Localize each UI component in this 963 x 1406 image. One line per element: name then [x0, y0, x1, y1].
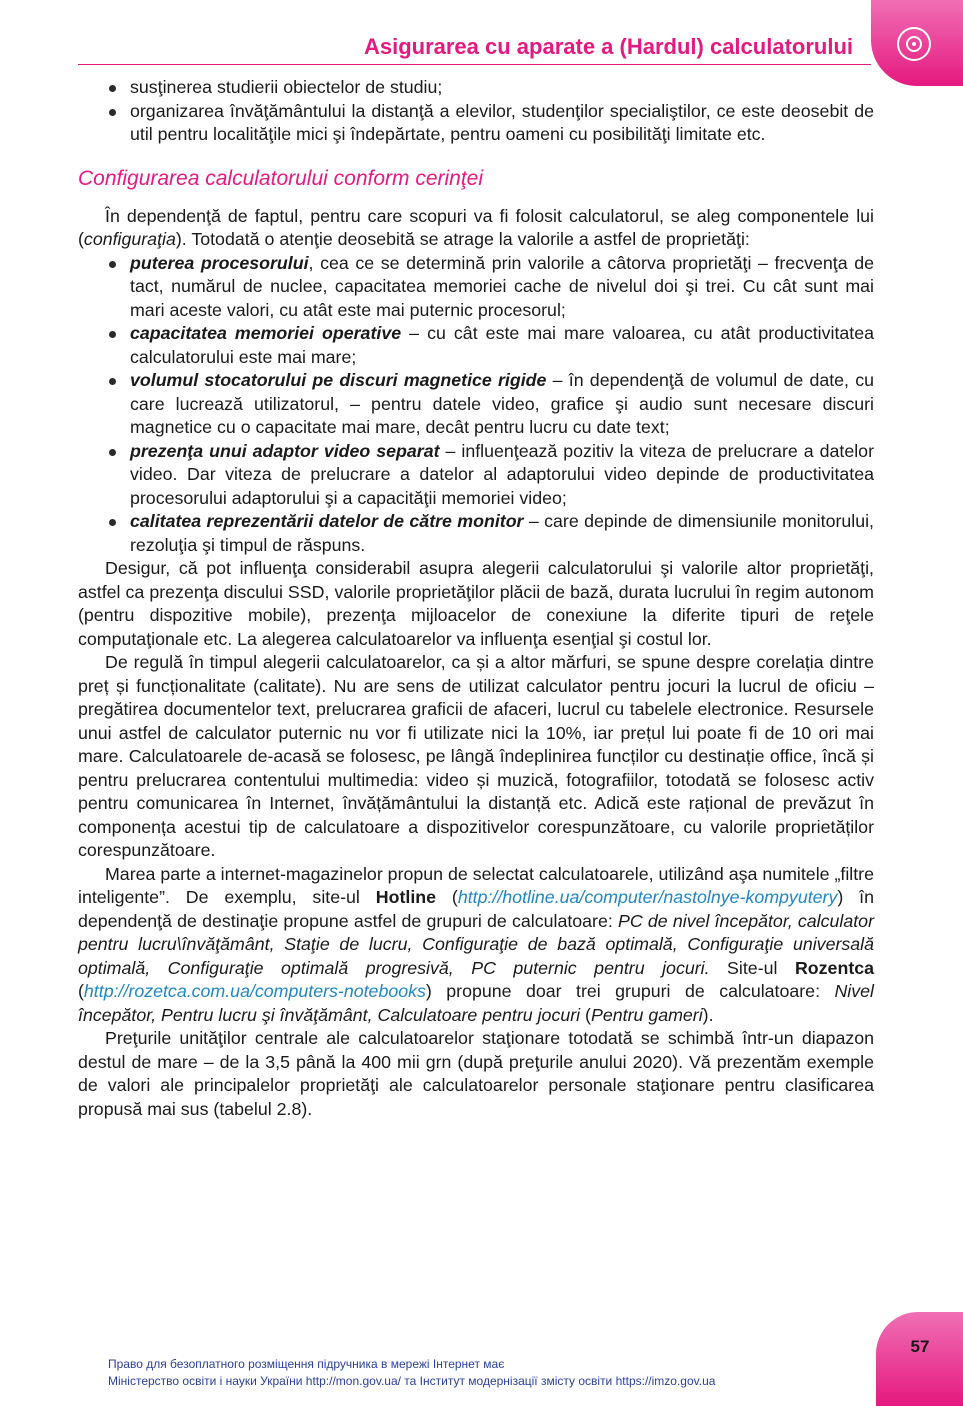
- hotline-name: Hotline: [375, 887, 437, 907]
- property-term: capacitatea memoriei operative: [130, 323, 402, 343]
- property-item: capacitatea memoriei operative – cu cât este mai mare valoarea, cu atât productivitatea calculatorului este mai mare;: [78, 322, 874, 369]
- rozentca-name: Rozentca: [794, 957, 875, 978]
- property-term: puterea procesorului: [130, 252, 309, 273]
- property-item: prezenţa unui adaptor video separat – influenţează pozitiv la viteza de prelucrare a datelor video. Dar viteza de prelucrare a datelor al adaptorului video depinde de productivitatea procesorului adaptorului şi a capacităţii memoriei video;: [78, 440, 874, 511]
- property-item: puterea procesorului, cea ce se determină prin valorile a câtorva proprietăţi – frecvenţa de tact, numărul de nuclee, capacitatea memoriei cache de nivelul doi şi trei. Cu cât sunt mai mari aceste valori, cu atât este mai puternic procesorul;: [78, 252, 874, 323]
- paragraph-configuration: În dependenţă de faptul, pentru care scopuri va fi folosit calculatorul, se aleg componentele lui (configuraţia). Totodată o atenţie deosebită se atrage la valorile a astfel de proprietăţi:: [78, 205, 874, 249]
- property-term: calitatea reprezentării datelor de către monitor: [130, 511, 524, 531]
- paragraph-prices: Preţurile unităţilor centrale ale calculatoarelor staţionare totodată se schimbă într-un diapazon destul de mare – de la 3,5 până la 400 mii grn (după preţurile anului 2020). Vă prezentăm exemple de valori ale principalelor proprietăţi ale calculatoarelor personale staţionare pentru clasificarea propusă mai sus (tabelul 2.8).: [78, 1028, 874, 1119]
- disc-icon: [897, 27, 931, 61]
- rozetca-link[interactable]: http://rozetca.com.ua/computers-notebooks: [83, 981, 426, 1001]
- section-heading: Configurarea calculatorului conform cerinţei: [78, 166, 484, 190]
- header-divider: [78, 64, 871, 65]
- hotline-link[interactable]: http://hotline.ua/computer/nastolnye-kompyutery: [457, 887, 838, 907]
- property-term: prezenţa unui adaptor video separat: [130, 440, 440, 461]
- property-item: volumul stocatorului pe discuri magnetice rigide – în dependenţă de volumul de date, cu care lucrează utilizatorul, – pentru datele video, grafice şi audio sunt necesare discuri magnetice cu o capacitate mai mare, decât pentru lucru cu date text;: [78, 369, 874, 440]
- page-header-title: Asigurarea cu aparate a (Hardul) calculatorului: [363, 34, 853, 59]
- paragraph-other-properties: Desigur, că pot influenţa considerabil asupra alegerii calculatorului şi valorile altor proprietăţi, astfel ca prezenţa discului SSD, valorile proprietăţilor plăcii de bază, durata lucrului în regim autonom (pentru dispozitive mobile), prezenţa mijloacelor de conexiune la diferite tipuri de reţele computaţionale etc. La alegerea calculatoarelor va influenţa esenţial şi costul lor.: [78, 558, 874, 649]
- paragraph-online-shops: Marea parte a internet-magazinelor propun de selectat calculatoarele, utilizând aşa numitele „filtre inteligente”. De exemplu, site-ul Hotline (http://hotline.ua/computer/nastolnye-kompyutery) în dependenţă de destinaţie propune astfel de grupuri de calculatoare: PC de nivel începător, calculator pentru lucru\învăţământ, Staţie de lucru, Configuraţie de bază optimală, Configuraţie universală optimală, Configuraţie optimală progresivă, PC puternic pentru jocuri. Site-ul Rozentca (http://rozetca.com.ua/computers-notebooks) propune doar trei grupuri de calculatoare: Nivel începător, Pentru lucru şi învăţământ, Calculatoare pentru jocuri (Pentru gameri).: [78, 863, 875, 1025]
- footer-line: Міністерство освіти і науки України http://mon.gov.ua/ та Інститут модернізації змісту освіти https://imzo.gov.ua: [108, 1374, 716, 1388]
- property-item: calitatea reprezentării datelor de către monitor – care depinde de dimensiunile monitorului, rezoluţia şi timpul de răspuns.: [78, 510, 874, 557]
- footer-line: Право для безоплатного розміщення підручника в мережі Інтернет має: [108, 1357, 505, 1371]
- paragraph-price-quality: De regulă în timpul alegerii calculatoarelor, ca și a altor mărfuri, se spune despre corelația dintre preț și funcționalitate (calitate). Nu are sens de utilizat calculator pentru jocuri la lucrul de oficiu – pregătirea documentelor text, prelucrarea graficii de afaceri, lucrul cu tabelele electronice. Resursele unui astfel de calculator puternic nu vor fi utilizate nici la 10%, iar prețul lui poate fi de 10 ori mai mare. Calculatoarele de-acasă se folosesc, pe lângă îndeplinirea funcților cu destinație office, încă și pentru prelucrarea contentului multimedia: video și muzică, fotografiilor, totodată se folosesc activ pentru comunicarea în Internet, învățământului la distanță etc. Adică este rațional de prevăzut în componența acestui tip de calculatoare a dispozitivelor corespunzătoare, cu valorile proprietăților corespunzătoare.: [78, 652, 874, 860]
- header-tab: [871, 0, 963, 86]
- page-content: [78, 76, 874, 1121]
- page-number: 57: [910, 1337, 930, 1356]
- footer-notice: [108, 1356, 868, 1390]
- intro-bullet: organizarea învăţământului la distanţă a elevilor, studenţilor specialiştilor, ce este deosebit de util pentru localităţile mici şi îndepărtate, pentru oameni cu posibilităţi limitate etc.: [78, 100, 874, 147]
- intro-bullet: susţinerea studierii obiectelor de studiu;: [78, 76, 874, 100]
- property-term: volumul stocatorului pe discuri magnetice rigide: [130, 370, 547, 390]
- page-number-tab: [876, 1312, 963, 1406]
